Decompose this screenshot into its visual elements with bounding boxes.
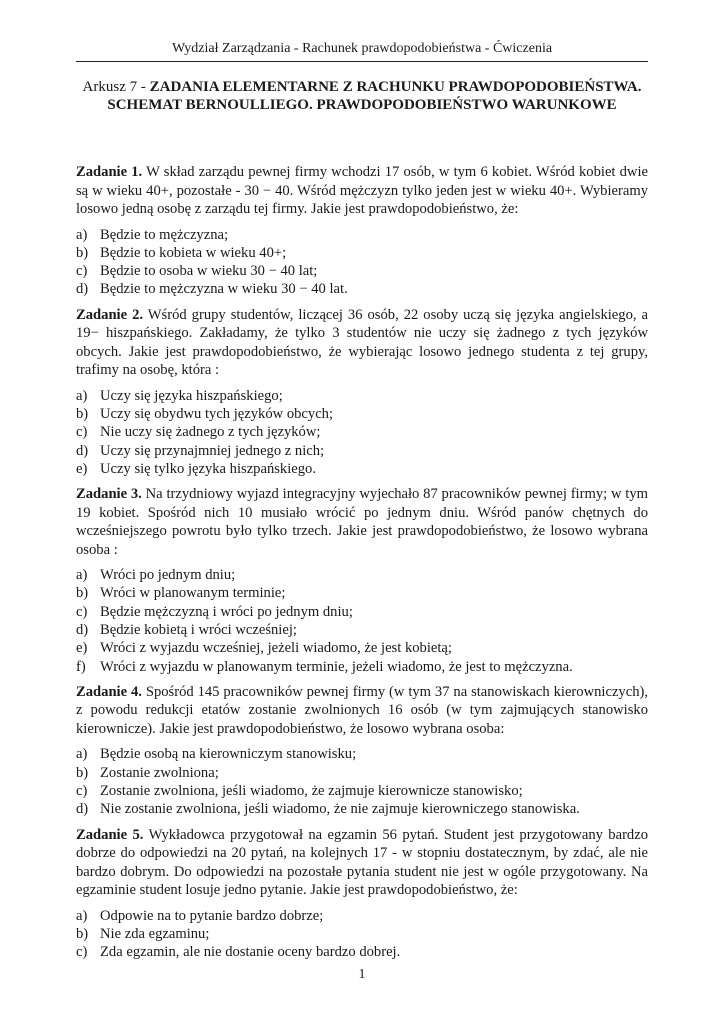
option-text: Zda egzamin, ale nie dostanie oceny bardzo dobrej. — [100, 944, 401, 961]
option-list — [76, 907, 648, 962]
option-letter: c) — [76, 603, 88, 620]
option-item — [76, 639, 648, 657]
option-list — [76, 226, 648, 299]
task-paragraph — [76, 306, 648, 380]
option-text: Odpowie na to pytanie bardzo dobrze; — [100, 907, 324, 924]
option-text: Nie zda egzaminu; — [100, 925, 210, 942]
task-2 — [76, 306, 648, 478]
option-text: Uczy się języka hiszpańskiego; — [100, 387, 283, 404]
option-item — [76, 603, 648, 621]
task-body: Wykładowca przygotował na egzamin 56 pytań. Student jest przygotowany bardzo dobrze do odpowiedzi na 20 pytań, na kolejnych 17 - w stopniu dostatecznym, by zdać, ale nie bardzo dobrym. Do odpowiedzi na pozostałe pytania student nie jest w ogóle przygotowany. Na egzaminie student losuje jedno pytanie. Jakie jest prawdopodobieństwo, że: — [76, 826, 649, 899]
option-text: Będzie to kobieta w wieku 40+; — [100, 244, 287, 261]
option-text: Uczy się przynajmniej jednego z nich; — [100, 442, 325, 459]
option-letter: a) — [76, 387, 88, 404]
option-text: Wróci z wyjazdu w planowanym terminie, jeżeli wiadomo, że jest to mężczyzna. — [100, 658, 573, 675]
option-text: Wróci po jednym dniu; — [100, 567, 236, 584]
option-letter: d) — [76, 442, 89, 459]
task-1 — [76, 163, 648, 299]
option-list — [76, 387, 648, 478]
option-letter: c) — [76, 424, 88, 441]
option-item — [76, 764, 648, 782]
option-letter: b) — [76, 244, 89, 261]
task-label: Zadanie 4. — [76, 683, 142, 700]
option-item — [76, 442, 648, 460]
option-letter: c) — [76, 944, 88, 961]
option-letter: a) — [76, 226, 88, 243]
page-number: 1 — [358, 967, 366, 982]
option-list — [76, 566, 648, 676]
task-paragraph — [76, 826, 648, 900]
option-text: Będzie to mężczyzna; — [100, 226, 229, 243]
option-text: Będzie to osoba w wieku 30 − 40 lat; — [100, 263, 318, 280]
option-text: Nie uczy się żadnego z tych języków; — [100, 424, 321, 441]
header-rule — [76, 61, 648, 62]
option-item — [76, 782, 648, 800]
option-item — [76, 405, 648, 423]
option-letter: b) — [76, 764, 89, 781]
option-text: Będzie to mężczyzna w wieku 30 − 40 lat. — [100, 281, 348, 298]
option-item — [76, 262, 648, 280]
option-item — [76, 460, 648, 478]
task-4 — [76, 683, 648, 819]
option-item — [76, 943, 648, 961]
option-letter: c) — [76, 263, 88, 280]
option-text: Zostanie zwolniona, jeśli wiadomo, że zajmuje kierownicze stanowisko; — [100, 783, 523, 800]
task-5 — [76, 826, 648, 962]
option-text: Zostanie zwolniona; — [100, 764, 219, 781]
running-header: Wydział Zarządzania - Rachunek prawdopodobieństwa - Ćwiczenia — [171, 41, 553, 56]
option-letter: b) — [76, 405, 89, 422]
option-letter: b) — [76, 585, 89, 602]
option-item — [76, 658, 648, 676]
task-3 — [76, 485, 648, 676]
task-label: Zadanie 3. — [76, 486, 142, 503]
option-letter: d) — [76, 281, 89, 298]
option-item — [76, 745, 648, 763]
option-text: Wróci z wyjazdu wcześniej, jeżeli wiadomo, że jest kobietą; — [100, 640, 452, 657]
task-body: Na trzydniowy wyjazd integracyjny wyjechało 87 pracowników pewnej firmy; w tym 19 kobiet. Spośród nich 10 musiało wrócić po jednym dniu. Wśród panów chętnych do wcześniejszego powrotu było tylko trzech. Jakie jest prawdopodobieństwo, że losowo wybrana osoba : — [76, 486, 648, 558]
sheet-title-main: ZADANIA ELEMENTARNE Z RACHUNKU PRAWDOPODOBIEŃSTWA. SCHEMAT BERNOULLIEGO. PRAWDOPODOBIEŃSTWO WARUNKOWE — [107, 79, 642, 113]
option-item — [76, 907, 648, 925]
option-text: Będzie osobą na kierowniczym stanowisku; — [100, 746, 357, 763]
option-letter: b) — [76, 925, 89, 942]
task-label: Zadanie 2. — [76, 306, 144, 323]
task-paragraph — [76, 485, 648, 559]
option-letter: a) — [76, 907, 88, 924]
option-letter: c) — [76, 783, 88, 800]
option-list — [76, 745, 648, 818]
option-item — [76, 566, 648, 584]
tasks-container — [76, 163, 648, 962]
option-letter: d) — [76, 622, 89, 639]
task-body: Wśród grupy studentów, liczącej 36 osób, 22 osoby uczą się języka angielskiego, a 19− hiszpańskiego. Zakładamy, że tylko 3 studentów nie uczy się żadnego z tych języków obcych. Jakie jest prawdopodobieństwo, że wybierając losowo jednego studenta z tej grupy, trafimy na osobę, która : — [76, 306, 648, 379]
option-item — [76, 280, 648, 298]
option-text: Uczy się obydwu tych języków obcych; — [100, 405, 334, 422]
option-item — [76, 925, 648, 943]
option-letter: d) — [76, 801, 89, 818]
task-label: Zadanie 1. — [76, 164, 143, 180]
option-item — [76, 584, 648, 602]
option-text: Wróci w planowanym terminie; — [100, 585, 286, 602]
task-paragraph — [76, 163, 648, 219]
task-paragraph — [76, 683, 648, 739]
option-letter: f) — [76, 658, 86, 675]
option-item — [76, 800, 648, 818]
option-letter: e) — [76, 640, 88, 657]
option-item — [76, 226, 648, 244]
task-label: Zadanie 5. — [76, 826, 144, 843]
option-text: Będzie mężczyzną i wróci po jednym dniu; — [100, 603, 353, 620]
option-item — [76, 621, 648, 639]
option-item — [76, 423, 648, 441]
option-item — [76, 387, 648, 405]
task-body: W skład zarządu pewnej firmy wchodzi 17 osób, w tym 6 kobiet. Wśród kobiet dwie są w wieku 40+, pozostałe - 30 − 40. Wśród mężczyzn tylko jeden jest w wieku 40+. Wybieramy losowo jedną osobę z zarządu tej firmy. Jakie jest prawdopodobieństwo, że: — [76, 164, 648, 217]
option-text: Uczy się tylko języka hiszpańskiego. — [100, 460, 317, 477]
sheet-title — [76, 78, 648, 114]
sheet-title-prefix: Arkusz 7 - — [82, 79, 150, 95]
option-letter: a) — [76, 567, 88, 584]
option-text: Będzie kobietą i wróci wcześniej; — [100, 622, 297, 639]
option-letter: a) — [76, 746, 88, 763]
option-item — [76, 244, 648, 262]
option-letter: e) — [76, 460, 88, 477]
task-body: Spośród 145 pracowników pewnej firmy (w tym 37 na stanowiskach kierowniczych), z powodu redukcji etatów zostanie zwolnionych 16 osób (w tym zajmujących stanowisko kierownicze). Jakie jest prawdopodobieństwo, że losowo wybrana osoba: — [76, 683, 649, 737]
option-text: Nie zostanie zwolniona, jeśli wiadomo, że nie zajmuje kierowniczego stanowiska. — [100, 801, 580, 818]
